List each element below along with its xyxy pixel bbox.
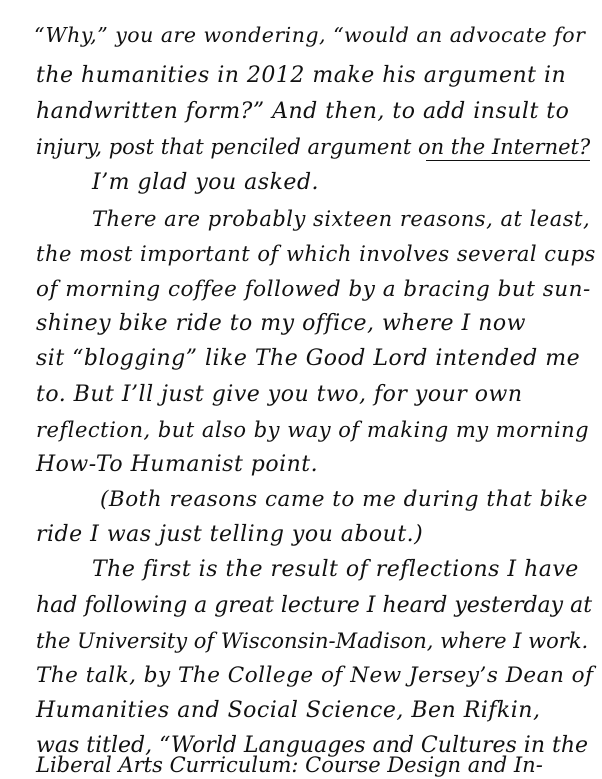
text-line-12: reflection, but also by way of making my morning <box>36 418 590 442</box>
text-line-9: shiney bike ride to my office, where I now <box>36 311 526 336</box>
text-line-1: “Why,” you are wondering, “would an advocate for <box>34 23 586 47</box>
text-line-19: The talk, by The College of New Jersey’s Dean of <box>36 663 594 688</box>
text-line-15: ride I was just telling you about.) <box>36 522 424 547</box>
text-line-20: Humanities and Social Science, Ben Rifkin, <box>36 698 541 723</box>
text-line-17: had following a great lecture I heard yesterday at <box>36 593 593 618</box>
text-line-7: the most important of which involves several cups <box>36 242 596 266</box>
text-line-16: The first is the result of reflections I have <box>92 557 579 582</box>
text-line-2: the humanities in 2012 make his argument in <box>36 63 567 88</box>
text-line-4: injury, post that penciled argument on the Internet? <box>36 135 591 159</box>
text-underline <box>426 160 590 161</box>
text-line-5: I’m glad you asked. <box>92 170 320 195</box>
text-line-11: to. But I’ll just give you two, for your own <box>36 382 523 407</box>
text-line-21: was titled, “World Languages and Cultures in the <box>36 733 589 758</box>
text-line-22: Liberal Arts Curriculum: Course Design and In- <box>36 753 543 777</box>
text-line-10: sit “blogging” like The Good Lord intended me <box>36 346 581 371</box>
text-line-14: (Both reasons came to me during that bike <box>100 487 589 512</box>
text-line-3: handwritten form?” And then, to add insult to <box>36 99 570 124</box>
text-line-8: of morning coffee followed by a bracing but sun- <box>36 277 591 302</box>
text-line-18: the University of Wisconsin-Madison, where I work. <box>36 629 589 653</box>
text-line-13: How-To Humanist point. <box>36 452 319 477</box>
text-line-6: There are probably sixteen reasons, at least, <box>92 207 591 231</box>
